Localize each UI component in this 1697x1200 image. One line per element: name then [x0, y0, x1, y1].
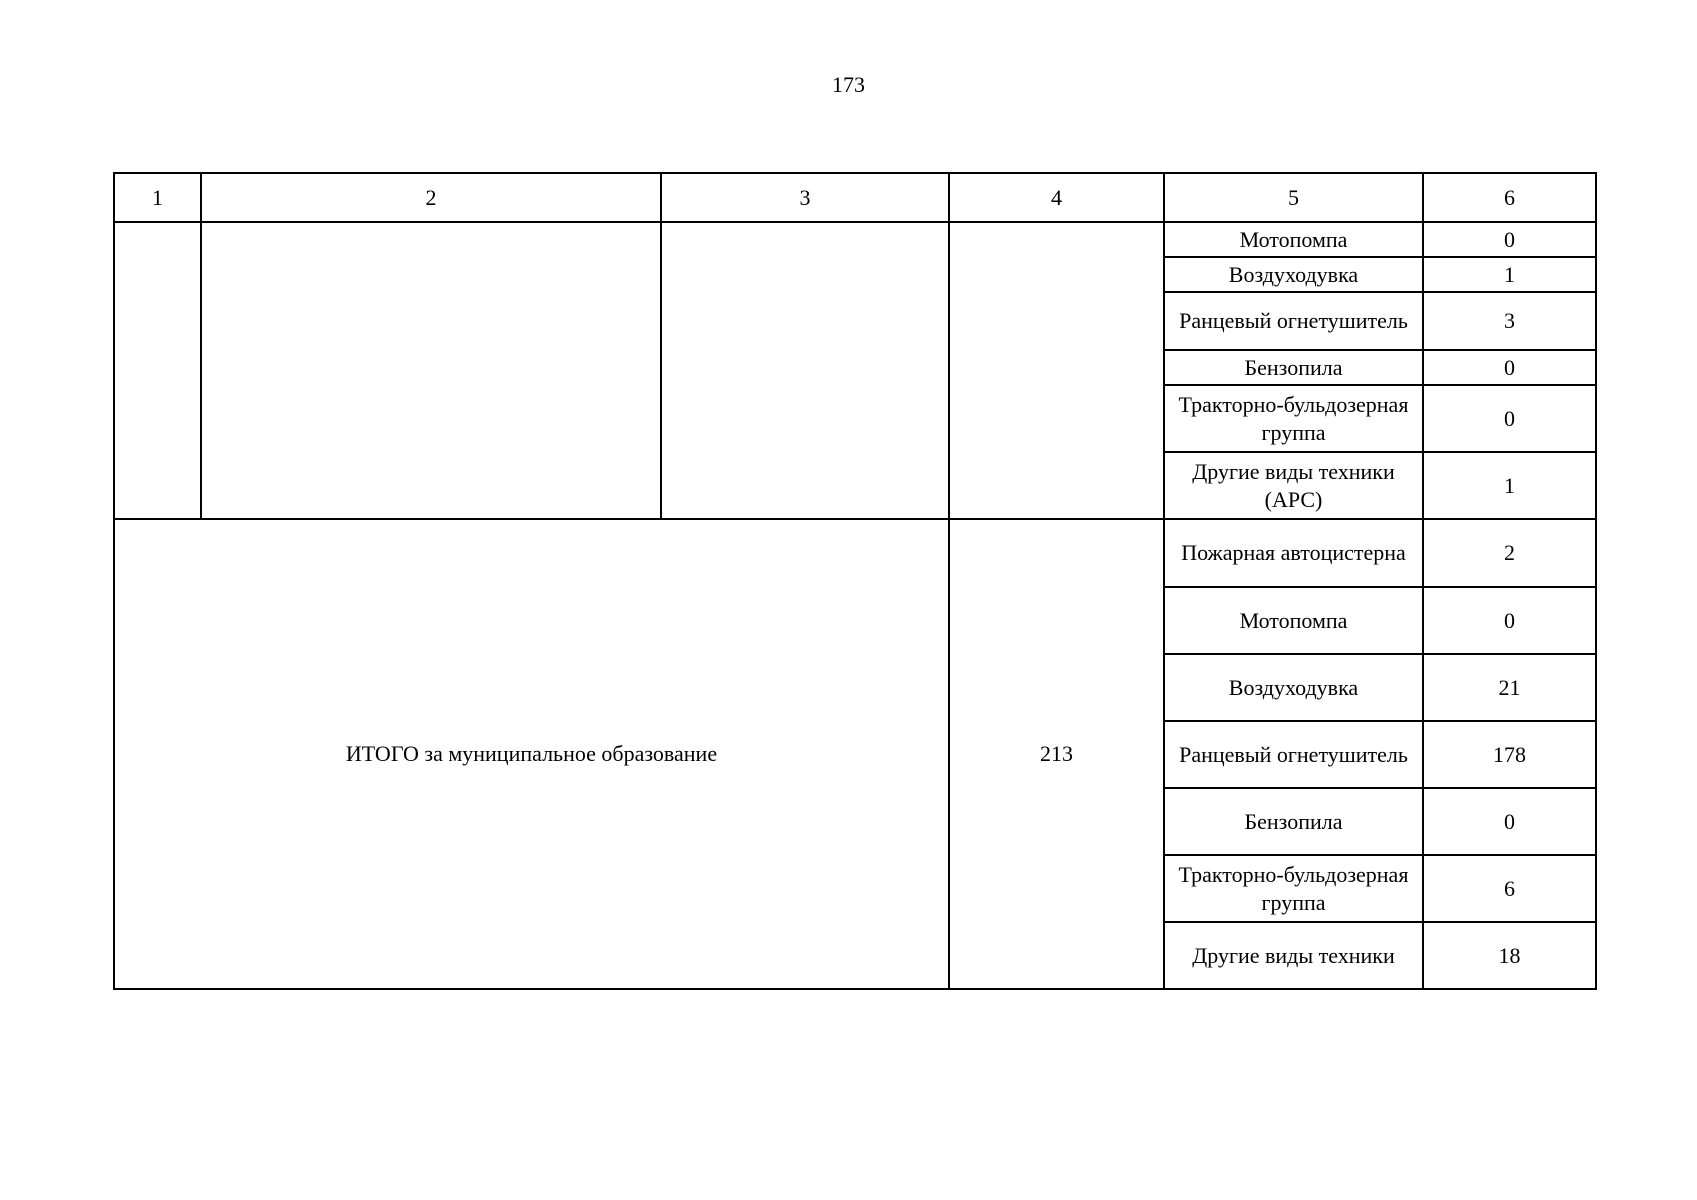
equipment-count: 21: [1423, 654, 1596, 721]
column-number-1: 1: [114, 173, 201, 222]
column-number-5: 5: [1164, 173, 1423, 222]
column-number-3: 3: [661, 173, 949, 222]
empty-cell-col4: [949, 222, 1164, 519]
total-row: [114, 519, 1596, 587]
empty-cell-col3: [661, 222, 949, 519]
equipment-count: 0: [1423, 587, 1596, 654]
equipment-count: 3: [1423, 292, 1596, 350]
equipment-name: Другие виды техники (АРС): [1164, 452, 1423, 519]
equipment-count: 178: [1423, 721, 1596, 788]
equipment-count: 0: [1423, 788, 1596, 855]
total-label: ИТОГО за муниципальное образование: [114, 519, 949, 989]
column-number-4: 4: [949, 173, 1164, 222]
equipment-count: 2: [1423, 519, 1596, 587]
equipment-name: Ранцевый огнетушитель: [1164, 721, 1423, 788]
equipment-name: Мотопомпа: [1164, 222, 1423, 257]
equipment-count: 18: [1423, 922, 1596, 989]
total-value: 213: [949, 519, 1164, 989]
empty-cell-col2: [201, 222, 661, 519]
equipment-count: 1: [1423, 452, 1596, 519]
empty-cell-col1: [114, 222, 201, 519]
equipment-count: 0: [1423, 222, 1596, 257]
column-number-6: 6: [1423, 173, 1596, 222]
equipment-name: Бензопила: [1164, 788, 1423, 855]
table-header-row: [114, 173, 1596, 222]
column-number-2: 2: [201, 173, 661, 222]
equipment-name: Тракторно-бульдозерная группа: [1164, 385, 1423, 452]
equipment-count: 0: [1423, 385, 1596, 452]
equipment-name: Ранцевый огнетушитель: [1164, 292, 1423, 350]
equipment-name: Пожарная автоцистерна: [1164, 519, 1423, 587]
equipment-count: 0: [1423, 350, 1596, 385]
equipment-name: Другие виды техники: [1164, 922, 1423, 989]
equipment-name: Воздуходувка: [1164, 654, 1423, 721]
equipment-name: Воздуходувка: [1164, 257, 1423, 292]
equipment-count: 6: [1423, 855, 1596, 922]
equipment-name: Мотопомпа: [1164, 587, 1423, 654]
table-row: [114, 222, 1596, 257]
equipment-name: Тракторно-бульдозерная группа: [1164, 855, 1423, 922]
equipment-count: 1: [1423, 257, 1596, 292]
equipment-name: Бензопила: [1164, 350, 1423, 385]
page-number: 173: [832, 72, 865, 97]
equipment-table: [113, 172, 1597, 990]
